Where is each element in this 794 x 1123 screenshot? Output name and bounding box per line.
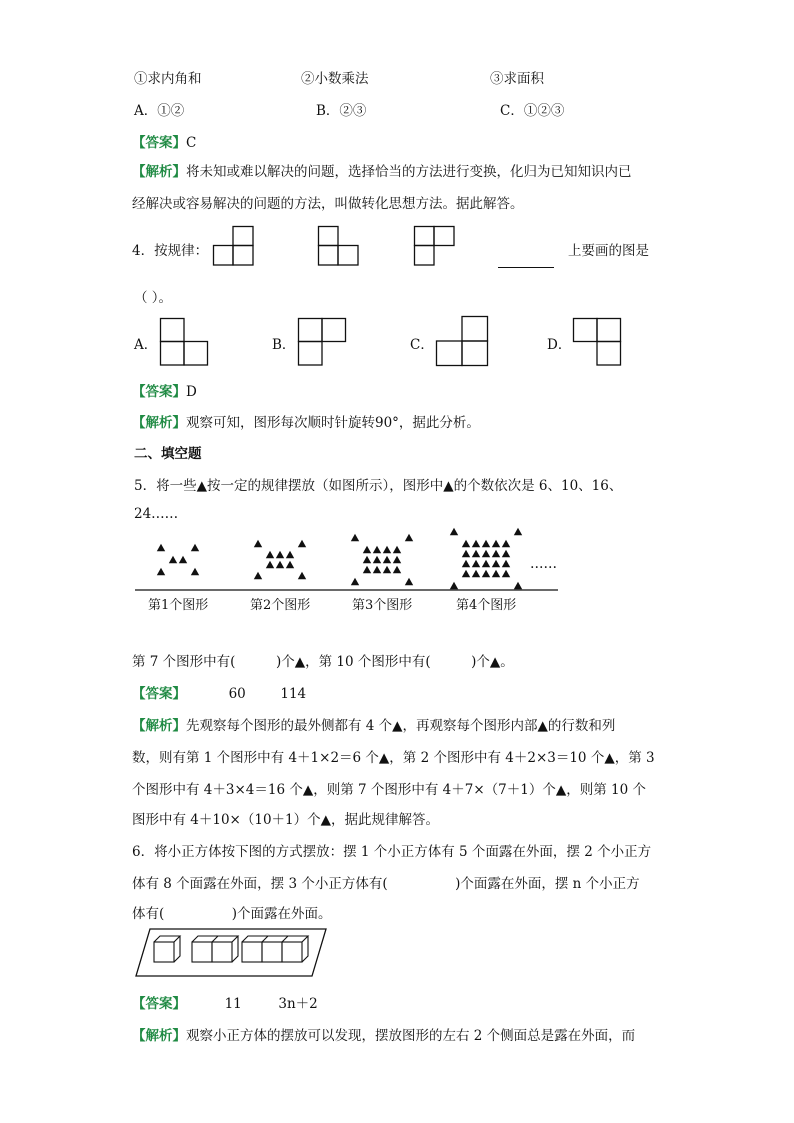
triangle-mark [450,528,458,535]
triangle-mark [393,546,401,553]
option-3: ③求面积 [490,71,544,87]
analysis-text: 将未知或难以解决的问题，选择恰当的方法进行变换，化归为已知知识内已 [186,164,632,180]
triangle-mark [373,566,381,573]
answer-tag: 【答案】 [132,135,186,151]
q5-stem-line2: 24…… [134,506,179,522]
triangle-mark [276,561,284,568]
triangle-mark [266,551,274,558]
triangle-mark [157,568,165,575]
triangle-mark [462,570,470,577]
triangle-mark [363,566,371,573]
analysis-tag: 【解析】 [132,164,186,180]
pattern-ellipsis: …… [530,556,557,572]
triangle-mark [405,534,413,541]
triangle-mark [383,566,391,573]
triangle-mark [472,550,480,557]
analysis-text: 观察小正方体的摆放可以发现，摆放图形的左右 2 个侧面总是露在外面，而 [186,1028,636,1044]
q5-answer-row [132,682,306,702]
triangle-mark [393,556,401,563]
triangle-mark [462,560,470,567]
triangle-mark [514,528,522,535]
option-2: ②小数乘法 [301,71,369,87]
triangle-mark [462,550,470,557]
triangle-mark [351,578,359,585]
triangle-mark [383,546,391,553]
triangle-marks [157,528,522,589]
choice-c: C．①②③ [500,103,565,119]
analysis-text: 观察可知，图形每次顺时针旋转90°，据此分析。 [186,415,480,431]
option-1: ①求内角和 [134,71,202,87]
triangle-mark [169,556,177,563]
q5-analysis-line3: 个图形中有 4＋3×4＝16 个▲，则第 7 个图形中有 4＋7×（7＋1）个▲，则第 10 个 [132,782,646,798]
q5-analysis-line1 [132,714,615,734]
q3-analysis-line2: 经解决或容易解决的问题的方法，叫做转化思想方法。据此解答。 [132,196,524,212]
analysis-text: 先观察每个图形的最外侧都有 4 个▲，再观察每个图形内部▲的行数和列 [186,718,616,734]
triangle-mark [191,544,199,551]
q6-stem-line3: 体有( )个面露在外面。 [132,906,332,922]
triangle-mark [502,570,510,577]
q4-stem-line2: （ ）。 [134,290,173,306]
triangle-mark [286,561,294,568]
triangle-mark [393,566,401,573]
triangle-mark [482,540,490,547]
q4-label-a: A． [134,337,158,353]
q6-analysis-line1 [132,1024,635,1044]
q5-question: 第 7 个图形中有( )个▲，第 10 个图形中有( )个▲。 [132,654,514,670]
analysis-tag: 【解析】 [132,415,186,431]
answer-value-2: 3n＋2 [278,996,318,1012]
triangle-mark [363,556,371,563]
q6-stem-line1: 6．将小正方体按下图的方式摆放：摆 1 个小正方体有 5 个面露在外面，摆 2 个小正方 [132,844,652,860]
triangle-mark [405,578,413,585]
triangle-mark [157,544,165,551]
section-title: 二、填空题 [134,446,202,462]
analysis-tag: 【解析】 [132,1028,186,1044]
triangle-mark [298,540,306,547]
figure-caption-4: 第4个图形 [456,598,517,613]
triangle-mark [482,560,490,567]
figure-caption-2: 第2个图形 [250,598,311,613]
triangle-mark [502,560,510,567]
triangle-mark [383,556,391,563]
q4-label-b: B． [272,337,296,353]
triangle-mark [492,570,500,577]
answer-value-1: 11 [224,996,242,1012]
triangle-mark [254,572,262,579]
q6-stem-line2: 体有 8 个面露在外面，摆 3 个小正方体有( )个面露在外面，摆 n 个小正方 [132,876,640,892]
q5-analysis-line4: 图形中有 4＋10×（10＋1）个▲，据此规律解答。 [132,812,440,828]
triangle-mark [450,582,458,589]
triangle-mark [286,551,294,558]
answer-tag: 【答案】 [132,996,186,1012]
triangle-mark [472,560,480,567]
q6-cubes-figure [136,926,328,980]
q4-label-c: C． [410,337,434,353]
answer-value: C [186,135,197,151]
triangle-mark [276,551,284,558]
figure-caption-1: 第1个图形 [148,598,209,613]
triangle-mark [492,560,500,567]
figure-caption-3: 第3个图形 [352,598,413,613]
triangle-mark [266,561,274,568]
q5-analysis-line2: 数，则有第 1 个图形中有 4＋1×2＝6 个▲，第 2 个图形中有 4＋2×3＝10 个▲，第 3 [132,750,655,766]
triangle-mark [298,572,306,579]
triangle-mark [462,540,470,547]
answer-value-1: 60 [228,686,246,702]
triangle-mark [373,556,381,563]
triangle-mark [502,540,510,547]
triangle-mark [351,534,359,541]
triangle-mark [191,568,199,575]
q4-stem-prefix: 4．按规律： [132,243,209,259]
triangle-mark [254,540,262,547]
triangle-mark [472,570,480,577]
choice-b: B．②③ [316,103,367,119]
triangle-mark [179,556,187,563]
answer-value-2: 114 [280,686,307,702]
triangle-mark [472,540,480,547]
q5-stem-line1: 5．将一些▲按一定的规律摆放（如图所示），图形中▲的个数依次是 6、10、16、 [134,478,623,494]
answer-tag: 【答案】 [132,686,186,702]
triangle-mark [482,550,490,557]
q6-answer-row [132,992,318,1012]
choice-a: A．①② [134,103,185,119]
triangle-mark [502,550,510,557]
answer-tag: 【答案】 [132,384,186,400]
q4-label-d: D． [547,337,572,353]
triangle-mark [492,550,500,557]
triangle-mark [482,570,490,577]
triangle-mark [363,546,371,553]
triangle-mark [492,540,500,547]
triangle-mark [514,582,522,589]
q4-stem-suffix: 上要画的图是 [568,243,649,259]
analysis-tag: 【解析】 [132,718,186,734]
triangle-mark [373,546,381,553]
answer-value: D [186,384,197,400]
